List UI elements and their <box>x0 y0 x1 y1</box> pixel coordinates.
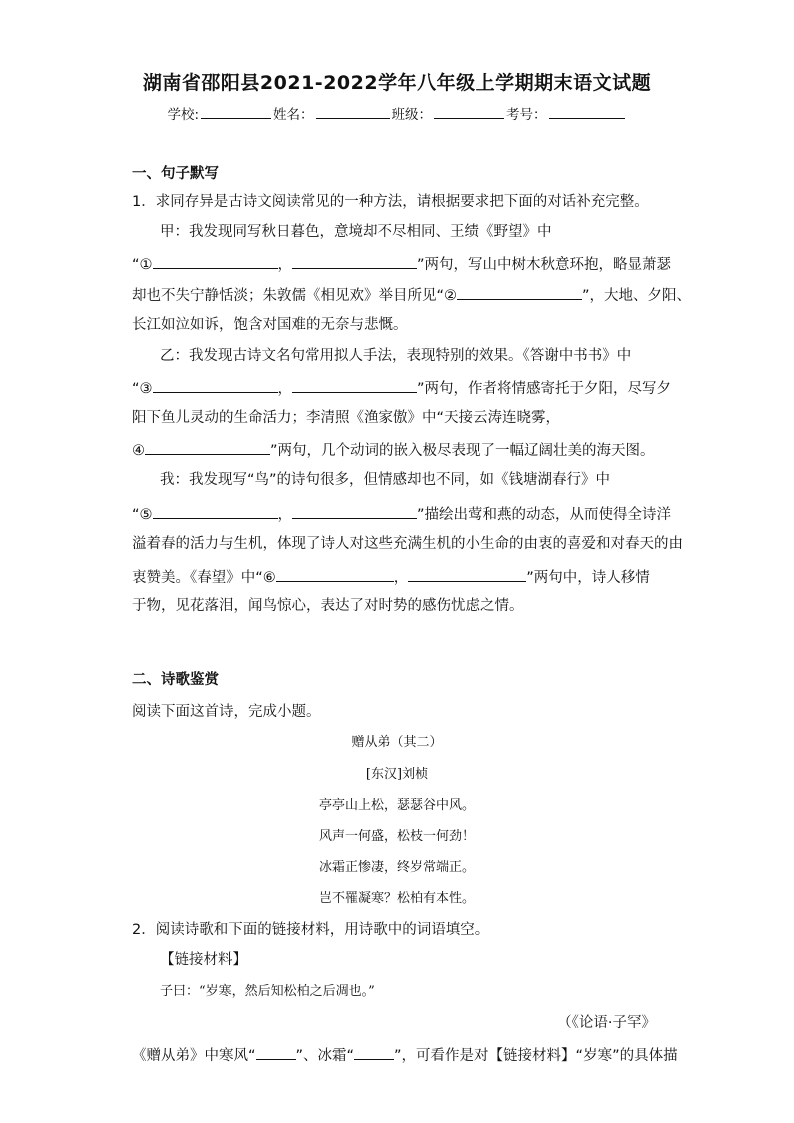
section1-heading: 一、句子默写 <box>132 166 219 182</box>
text: ”，大地、夕阳、 <box>582 288 692 304</box>
blank-6a[interactable] <box>276 566 394 582</box>
wo-line-1 <box>132 503 671 525</box>
blank-6b[interactable] <box>408 566 526 582</box>
blank-1b[interactable] <box>292 253 417 269</box>
blank-4[interactable] <box>145 439 270 455</box>
jia-intro: 甲：我发现同写秋日暮色，意境却不尽相同、王绩《野望》中 <box>160 224 552 240</box>
poem-line: 亭亭山上松，瑟瑟谷中风。 <box>318 798 475 813</box>
number-label: 考号： <box>506 107 547 123</box>
text: “① <box>132 257 153 273</box>
yi-intro: 乙：我发现古诗文名句常用拟人手法，表现特别的效果。《答谢中书书》中 <box>160 348 632 364</box>
blank-3a[interactable] <box>153 377 278 393</box>
text: ， <box>277 507 293 523</box>
poem-author: [东汉]刘桢 <box>365 767 429 782</box>
text: “⑤ <box>132 507 153 523</box>
class-blank[interactable] <box>434 104 504 119</box>
question-1: 1．求同存异是古诗文阅读常见的一种方法，请根据要求把下面的对话补充完整。 <box>132 194 649 210</box>
text: 却也不失宁静恬淡；朱敦儒《相见欢》举目所见“② <box>132 288 458 304</box>
school-blank[interactable] <box>201 104 271 119</box>
blank-2[interactable] <box>457 284 582 300</box>
text: ”，可看作是对【链接材料】“岁寒”的具体描 <box>394 1048 678 1064</box>
quote-source: （《论语·子罕》 <box>557 1015 656 1031</box>
page-title: 湖南省邵阳县2021-2022学年八年级上学期期末语文试题 <box>142 72 652 94</box>
text: ”两句，作者将情感寄托于夕阳，尽写夕 <box>417 381 672 397</box>
text: ”描绘出莺和燕的动态，从而使得全诗洋 <box>417 507 672 523</box>
text: “③ <box>132 381 153 397</box>
number-blank[interactable] <box>549 104 625 119</box>
section2-heading: 二、诗歌鉴赏 <box>132 672 219 688</box>
wo-line-3 <box>132 566 650 588</box>
jia-line-1 <box>132 253 671 275</box>
yi-line-1 <box>132 377 671 399</box>
wo-line-2: 溢着春的活力与生机，体现了诗人对这些充满生机的小生命的由衷的喜爱和对春天的由 <box>132 536 683 552</box>
link-quote: 子曰：“岁寒，然后知松柏之后凋也。” <box>160 984 375 999</box>
text: ， <box>277 257 293 273</box>
poem-line: 风声一何盛，松枝一何劲！ <box>318 829 475 844</box>
yi-line-3 <box>132 439 655 461</box>
text: 衷赞美。《春望》中“⑥ <box>132 570 276 586</box>
student-info-row <box>0 103 794 123</box>
text: ”两句，几个动词的嵌入极尽表现了一幅辽阔壮美的海天图。 <box>270 443 655 459</box>
wo-intro: 我：我发现写“鸟”的诗句很多，但情感却也不同，如《钱塘湖春行》中 <box>160 472 611 488</box>
text: ”、冰霜“ <box>295 1048 355 1064</box>
jia-line-3: 长江如泣如诉，饱含对国难的无奈与悲慨。 <box>132 317 408 333</box>
blank-wind[interactable] <box>256 1044 296 1060</box>
name-blank[interactable] <box>316 104 390 119</box>
text: ， <box>277 381 293 397</box>
blank-5b[interactable] <box>292 503 417 519</box>
section2-intro: 阅读下面这首诗，完成小题。 <box>132 704 321 720</box>
class-label: 班级： <box>391 107 433 123</box>
poem-line: 冰霜正惨凄，终岁常端正。 <box>318 860 475 875</box>
blank-3b[interactable] <box>292 377 417 393</box>
jia-line-2 <box>132 284 691 306</box>
blank-1a[interactable] <box>153 253 278 269</box>
text: ④ <box>132 443 145 459</box>
name-label: 姓名： <box>273 107 314 123</box>
poem-title: 赠从弟（其二） <box>351 735 443 750</box>
yi-line-2: 阳下鱼儿灵动的生命活力；李清照《渔家傲》中“天接云涛连晓雾， <box>132 410 561 426</box>
school-label: 学校: <box>167 107 200 123</box>
wo-line-4: 于物，见花落泪，闻鸟惊心，表达了对时势的感伤忧虑之情。 <box>132 598 524 614</box>
question-2-fill <box>132 1044 678 1066</box>
poem-line: 岂不罹凝寒？松柏有本性。 <box>318 891 475 906</box>
link-material-label: 【链接材料】 <box>160 952 247 968</box>
blank-frost[interactable] <box>354 1044 394 1060</box>
text: ”两句中，诗人移情 <box>526 570 650 586</box>
blank-5a[interactable] <box>153 503 278 519</box>
question-2: 2．阅读诗歌和下面的链接材料，用诗歌中的词语填空。 <box>132 922 490 938</box>
text: ， <box>393 570 409 586</box>
text: 《赠从弟》中寒风“ <box>132 1048 256 1064</box>
text: ”两句，写山中树木秋意环抱，略显萧瑟 <box>417 257 672 273</box>
